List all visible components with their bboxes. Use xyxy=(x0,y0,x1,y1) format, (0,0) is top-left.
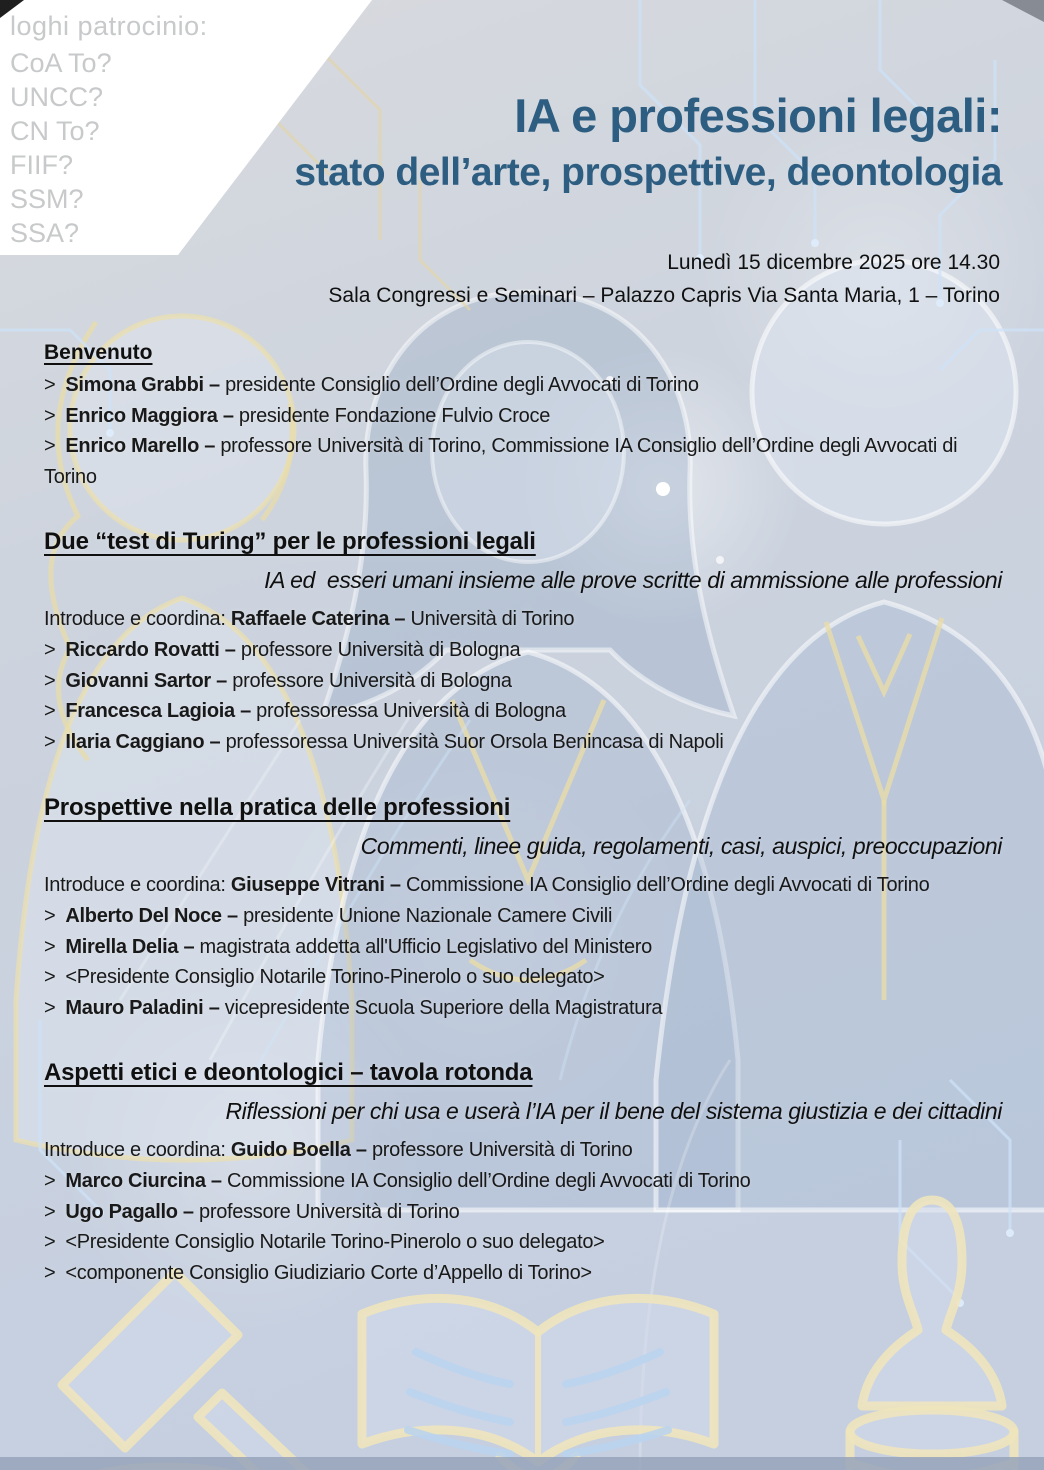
speaker-name: Mirella Delia – xyxy=(65,935,195,958)
speaker-role: magistrata addetta all'Ufficio Legislativo del Ministero xyxy=(194,935,652,958)
speaker-item xyxy=(44,901,1002,932)
bullet-marker: > xyxy=(44,374,56,396)
section-intro xyxy=(44,1136,1002,1164)
intro-prefix: Introduce e coordina: xyxy=(44,1139,231,1161)
speaker-role: <componente Consiglio Giudiziario Corte d’Appello di Torino> xyxy=(65,1261,592,1284)
speaker-name: Francesca Lagioia – xyxy=(65,700,251,722)
section-welcome xyxy=(44,340,1002,492)
speaker-role: professoressa Università di Bologna xyxy=(250,700,566,722)
speaker-role: presidente Consiglio dell’Ordine degli Avvocati di Torino xyxy=(219,374,699,396)
speaker-item xyxy=(44,635,1002,666)
speaker-item xyxy=(44,1166,1002,1197)
welcome-heading: Benvenuto xyxy=(44,341,153,364)
speaker-list xyxy=(44,1166,1002,1288)
speaker-item xyxy=(44,696,1002,727)
event-title-line2: stato dell’arte, prospettive, deontologia xyxy=(294,151,1002,194)
speaker-list xyxy=(44,635,1002,757)
speaker-role: <Presidente Consiglio Notarile Torino-Pinerolo o suo delegato> xyxy=(65,966,605,988)
moderator-name: Raffaele Caterina – xyxy=(230,608,406,630)
section-heading: Prospettive nella pratica delle professioni xyxy=(44,794,511,821)
bullet-marker: > xyxy=(44,435,56,457)
bullet-marker: > xyxy=(44,935,56,958)
bullet-marker: > xyxy=(44,700,56,722)
speaker-name: Enrico Maggiora – xyxy=(65,404,234,427)
speaker-role: presidente Fondazione Fulvio Croce xyxy=(233,404,551,427)
sponsor-item: FIIF? xyxy=(10,150,74,180)
bullet-marker: > xyxy=(44,1200,56,1223)
sponsor-item: SSM? xyxy=(10,184,84,214)
speaker-item xyxy=(44,666,1002,697)
moderator-role: Commissione IA Consiglio dell’Ordine degli Avvocati di Torino xyxy=(400,874,930,896)
section-intro xyxy=(44,871,1002,899)
speaker-name: Alberto Del Noce – xyxy=(65,905,238,927)
section-subtitle: Commenti, linee guida, regolamenti, casi, auspici, preoccupazioni xyxy=(360,833,1002,859)
speaker-role: professore Università di Bologna xyxy=(227,669,512,692)
speaker-role: professore Università di Torino xyxy=(193,1200,460,1223)
speaker-name: Giovanni Sartor – xyxy=(65,669,227,692)
speaker-item xyxy=(44,962,1002,993)
speaker-role: vicepresidente Scuola Superiore della Magistratura xyxy=(219,996,663,1019)
section-subtitle: IA ed esseri umani insieme alle prove scritte di ammissione alle professioni xyxy=(264,567,1002,593)
intro-prefix: Introduce e coordina: xyxy=(44,608,231,630)
speaker-name: Riccardo Rovatti – xyxy=(65,639,236,661)
speaker-item xyxy=(44,993,1002,1024)
bullet-marker: > xyxy=(44,1170,56,1192)
bottom-strip xyxy=(0,1457,1044,1470)
speaker-name: Ilaria Caggiano – xyxy=(65,730,221,753)
speaker-item xyxy=(44,727,1002,758)
moderator-role: Università di Torino xyxy=(405,608,575,630)
speaker-name: Enrico Marello – xyxy=(65,435,216,457)
bullet-marker: > xyxy=(44,996,56,1019)
bullet-marker: > xyxy=(44,404,56,427)
section-turing-tests xyxy=(44,527,1002,757)
speaker-role: professore Università di Torino, Commissione IA Consiglio dell’Ordine degli Avvocati di Torino xyxy=(44,435,958,488)
speaker-item xyxy=(44,370,1002,401)
bullet-marker: > xyxy=(44,730,56,753)
speaker-role: Commissione IA Consiglio dell’Ordine degli Avvocati di Torino xyxy=(221,1170,751,1192)
speaker-name: Mauro Paladini – xyxy=(65,996,220,1019)
speaker-name: Simona Grabbi – xyxy=(65,374,220,396)
intro-prefix: Introduce e coordina: xyxy=(44,874,231,896)
sponsor-item: CN To? xyxy=(10,116,100,146)
speaker-item xyxy=(44,1258,1002,1289)
sponsor-label: loghi patrocinio: xyxy=(10,11,208,41)
date-block xyxy=(44,246,1000,312)
speaker-item xyxy=(44,1197,1002,1228)
moderator-role: professore Università di Torino xyxy=(366,1139,633,1161)
speaker-list xyxy=(44,901,1002,1023)
bullet-marker: > xyxy=(44,1261,56,1284)
moderator-name: Giuseppe Vitrani – xyxy=(230,874,401,896)
speaker-name: Ugo Pagallo – xyxy=(65,1200,194,1223)
speaker-item xyxy=(44,932,1002,963)
sponsor-item: UNCC? xyxy=(10,82,104,112)
speaker-role: professoressa Università Suor Orsola Benincasa di Napoli xyxy=(220,730,724,753)
bullet-marker: > xyxy=(44,905,56,927)
speaker-role: <Presidente Consiglio Notarile Torino-Pinerolo o suo delegato> xyxy=(65,1231,605,1253)
welcome-speaker-list xyxy=(44,370,1002,492)
section-subtitle: Riflessioni per chi usa e userà l’IA per il bene del sistema giustizia e dei cittadini xyxy=(225,1098,1002,1124)
sponsor-item: SSA? xyxy=(10,218,80,248)
speaker-role: presidente Unione Nazionale Camere Civili xyxy=(237,905,613,927)
speaker-item xyxy=(44,401,1002,432)
title-block xyxy=(44,86,1002,200)
event-venue: Sala Congressi e Seminari – Palazzo Capris Via Santa Maria, 1 – Torino xyxy=(328,284,1000,307)
speaker-item xyxy=(44,1227,1002,1258)
section-intro xyxy=(44,605,1002,633)
event-title: IA e professioni legali: xyxy=(514,89,1002,142)
section-heading: Due “test di Turing” per le professioni legali xyxy=(44,528,536,555)
bullet-marker: > xyxy=(44,1231,56,1253)
section-prospettive xyxy=(44,793,1002,1023)
sponsor-item: CoA To? xyxy=(10,48,112,78)
section-heading: Aspetti etici e deontologici – tavola rotonda xyxy=(44,1059,533,1086)
moderator-name: Guido Boella – xyxy=(230,1139,367,1161)
bullet-marker: > xyxy=(44,639,56,661)
event-datetime: Lunedì 15 dicembre 2025 ore 14.30 xyxy=(667,251,1000,274)
section-aspetti-etici xyxy=(44,1058,1002,1288)
bullet-marker: > xyxy=(44,669,56,692)
speaker-item xyxy=(44,431,1002,492)
speaker-name: Marco Ciurcina – xyxy=(65,1170,222,1192)
bullet-marker: > xyxy=(44,966,56,988)
speaker-role: professore Università di Bologna xyxy=(235,639,521,661)
